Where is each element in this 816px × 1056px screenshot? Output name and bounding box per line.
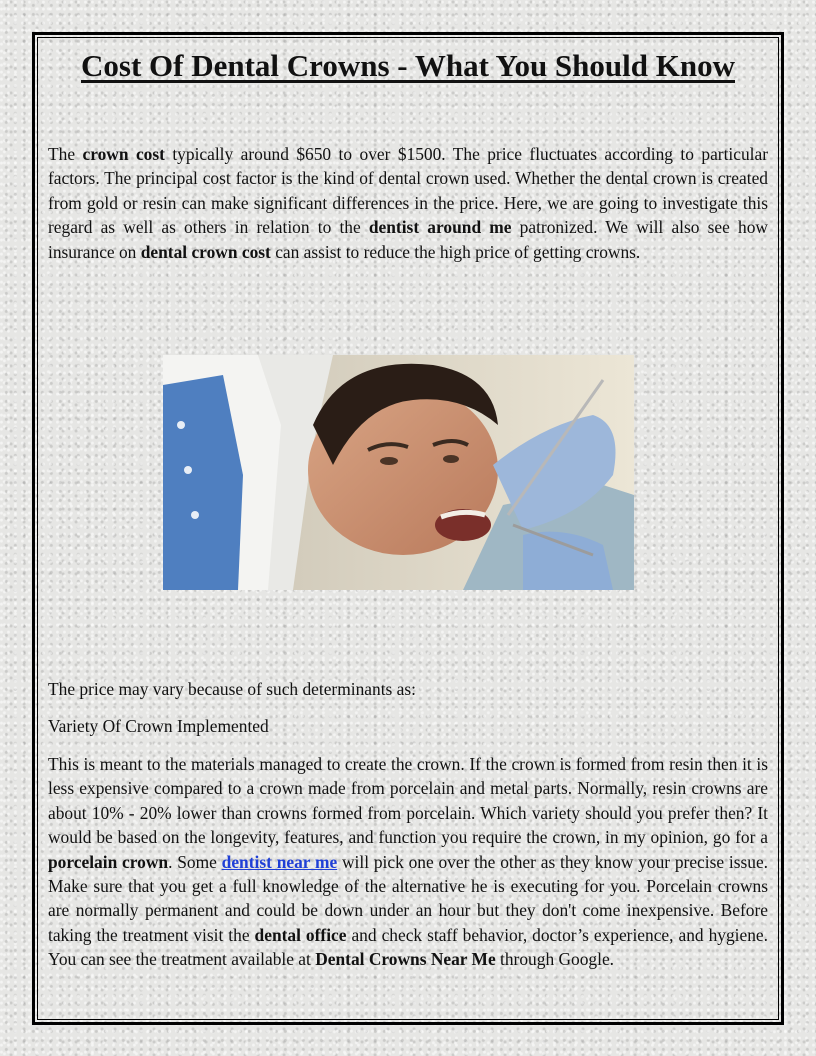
intro-paragraph (48, 142, 768, 264)
body-text-3: will pick one over the other as they know your precise issue. Make sure that you get a full knowledge of the alternative he is executing for you. Porcelain crowns are normally permanent and could be down under an hour but they don't come inexpensive. Before taking the treatment visit the (48, 851, 769, 945)
lead-in-text: The price may vary because of such determinants as: (48, 679, 416, 699)
keyword-dental-crown-cost: dental crown cost (140, 241, 271, 262)
dental-patient-illustration (163, 355, 634, 590)
keyword-porcelain-crown: porcelain crown (48, 851, 169, 872)
keyword-dental-office: dental office (254, 924, 347, 945)
keyword-dentist-around-me: dentist around me (368, 217, 512, 238)
keyword-crown-cost: crown cost (82, 144, 165, 164)
section-subheading: Variety Of Crown Implemented (48, 716, 269, 736)
body-text-2: . Some (168, 851, 222, 872)
intro-text-2: typically around $650 to over $1500. The price fluctuates according to particular factors. The principal cost factor is the kind of dental crown used. Whether the dental crown is created from gold or resin can make significant differences in the price. Here, we are going to investigate this regard as well as others in relation to the (48, 144, 768, 238)
body-text-4: and check staff behavior, doctor’s experience, and hygiene. You can see the treatment available at (48, 924, 768, 970)
body-paragraph (48, 752, 768, 972)
body-text-1: This is meant to the materials managed to create the crown. If the crown is formed from resin then it is less expensive compared to a crown made from porcelain and metal parts. Normally, resin crowns are about 10% - 20% lower than crowns formed from porcelain. Which variety should you prefer then? It would be based on the longevity, features, and function you require the crown, in my opinion, go for a (48, 754, 768, 848)
intro-text-4: can assist to reduce the high price of getting crowns. (270, 241, 641, 262)
dentist-near-me-link[interactable]: dentist near me (221, 851, 338, 872)
intro-text-1: The (48, 144, 83, 164)
intro-text-3: patronized. We will also see how insurance on (48, 217, 768, 262)
keyword-dental-crowns-near-me: Dental Crowns Near Me (315, 949, 496, 970)
body-text-5: through Google. (495, 949, 615, 970)
dental-patient-photo (163, 355, 634, 590)
page-title: Cost Of Dental Crowns - What You Should Know (81, 48, 735, 83)
